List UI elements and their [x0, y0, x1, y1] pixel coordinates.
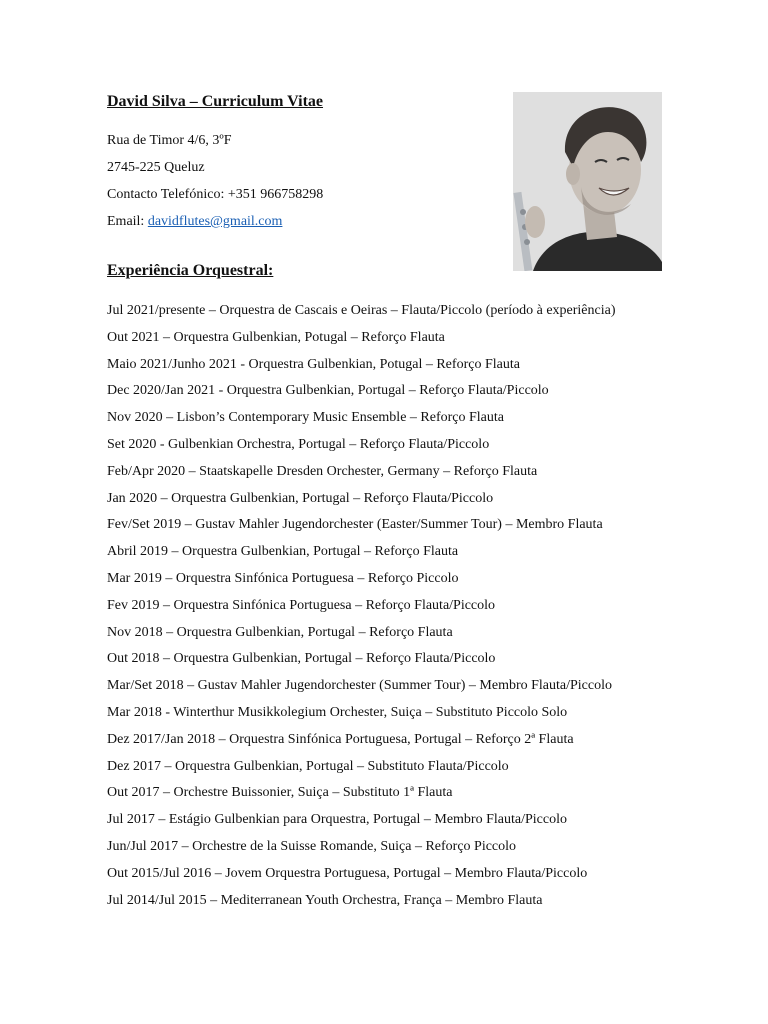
list-item: Jun/Jul 2017 – Orchestre de la Suisse Romande, Suiça – Reforço Piccolo — [107, 838, 517, 854]
email-line — [107, 214, 282, 230]
cv-title: David Silva – Curriculum Vitae — [107, 93, 324, 110]
portrait-photo-icon — [513, 92, 662, 271]
experience-heading: Experiência Orquestral: — [107, 262, 274, 279]
list-item: Set 2020 - Gulbenkian Orchestra, Portugal – Reforço Flauta/Piccolo — [107, 436, 490, 452]
experience-list — [107, 298, 616, 914]
list-item: Fev/Set 2019 – Gustav Mahler Jugendorchester (Easter/Summer Tour) – Membro Flauta — [107, 517, 603, 533]
email-link[interactable]: davidflutes@gmail.com — [147, 214, 283, 229]
list-item: Jan 2020 – Orquestra Gulbenkian, Portugal – Reforço Flauta/Piccolo — [107, 490, 494, 506]
list-item: Maio 2021/Junho 2021 - Orquestra Gulbenkian, Potugal – Reforço Flauta — [107, 356, 520, 372]
list-item: Out 2017 – Orchestre Buissonier, Suiça – Substituto 1ª Flauta — [107, 785, 453, 801]
list-item: Jul 2014/Jul 2015 – Mediterranean Youth Orchestra, França – Membro Flauta — [107, 892, 543, 908]
list-item: Nov 2020 – Lisbon’s Contemporary Music Ensemble – Reforço Flauta — [107, 410, 504, 426]
list-item: Abril 2019 – Orquestra Gulbenkian, Portugal – Reforço Flauta — [107, 544, 459, 560]
list-item: Jul 2017 – Estágio Gulbenkian para Orquestra, Portugal – Membro Flauta/Piccolo — [107, 812, 567, 828]
email-label: Email: — [107, 214, 148, 229]
list-item: Feb/Apr 2020 – Staatskapelle Dresden Orchester, Germany – Reforço Flauta — [107, 463, 538, 479]
list-item: Nov 2018 – Orquestra Gulbenkian, Portugal – Reforço Flauta — [107, 624, 453, 640]
list-item: Fev 2019 – Orquestra Sinfónica Portuguesa – Reforço Flauta/Piccolo — [107, 597, 496, 613]
list-item: Out 2021 – Orquestra Gulbenkian, Potugal – Reforço Flauta — [107, 329, 445, 345]
list-item: Mar/Set 2018 – Gustav Mahler Jugendorchester (Summer Tour) – Membro Flauta/Piccolo — [107, 678, 612, 694]
list-item: Mar 2019 – Orquestra Sinfónica Portuguesa – Reforço Piccolo — [107, 570, 459, 586]
list-item: Out 2018 – Orquestra Gulbenkian, Portugal – Reforço Flauta/Piccolo — [107, 651, 496, 667]
list-item: Dec 2020/Jan 2021 - Orquestra Gulbenkian, Portugal – Reforço Flauta/Piccolo — [107, 383, 549, 399]
address-line-2: 2745-225 Queluz — [107, 160, 205, 175]
list-item: Jul 2021/presente – Orquestra de Cascais e Oeiras – Flauta/Piccolo (período à experiência) — [107, 303, 616, 318]
address-line-1: Rua de Timor 4/6, 3ºF — [107, 133, 232, 148]
profile-photo — [513, 92, 662, 271]
list-item: Mar 2018 - Winterthur Musikkolegium Orchester, Suiça – Substituto Piccolo Solo — [107, 704, 568, 720]
list-item: Out 2015/Jul 2016 – Jovem Orquestra Portuguesa, Portugal – Membro Flauta/Piccolo — [107, 865, 588, 881]
phone-line: Contacto Telefónico: +351 966758298 — [107, 187, 324, 202]
list-item: Dez 2017/Jan 2018 – Orquestra Sinfónica Portuguesa, Portugal – Reforço 2ª Flauta — [107, 731, 574, 747]
list-item: Dez 2017 – Orquestra Gulbenkian, Portugal – Substituto Flauta/Piccolo — [107, 758, 509, 774]
